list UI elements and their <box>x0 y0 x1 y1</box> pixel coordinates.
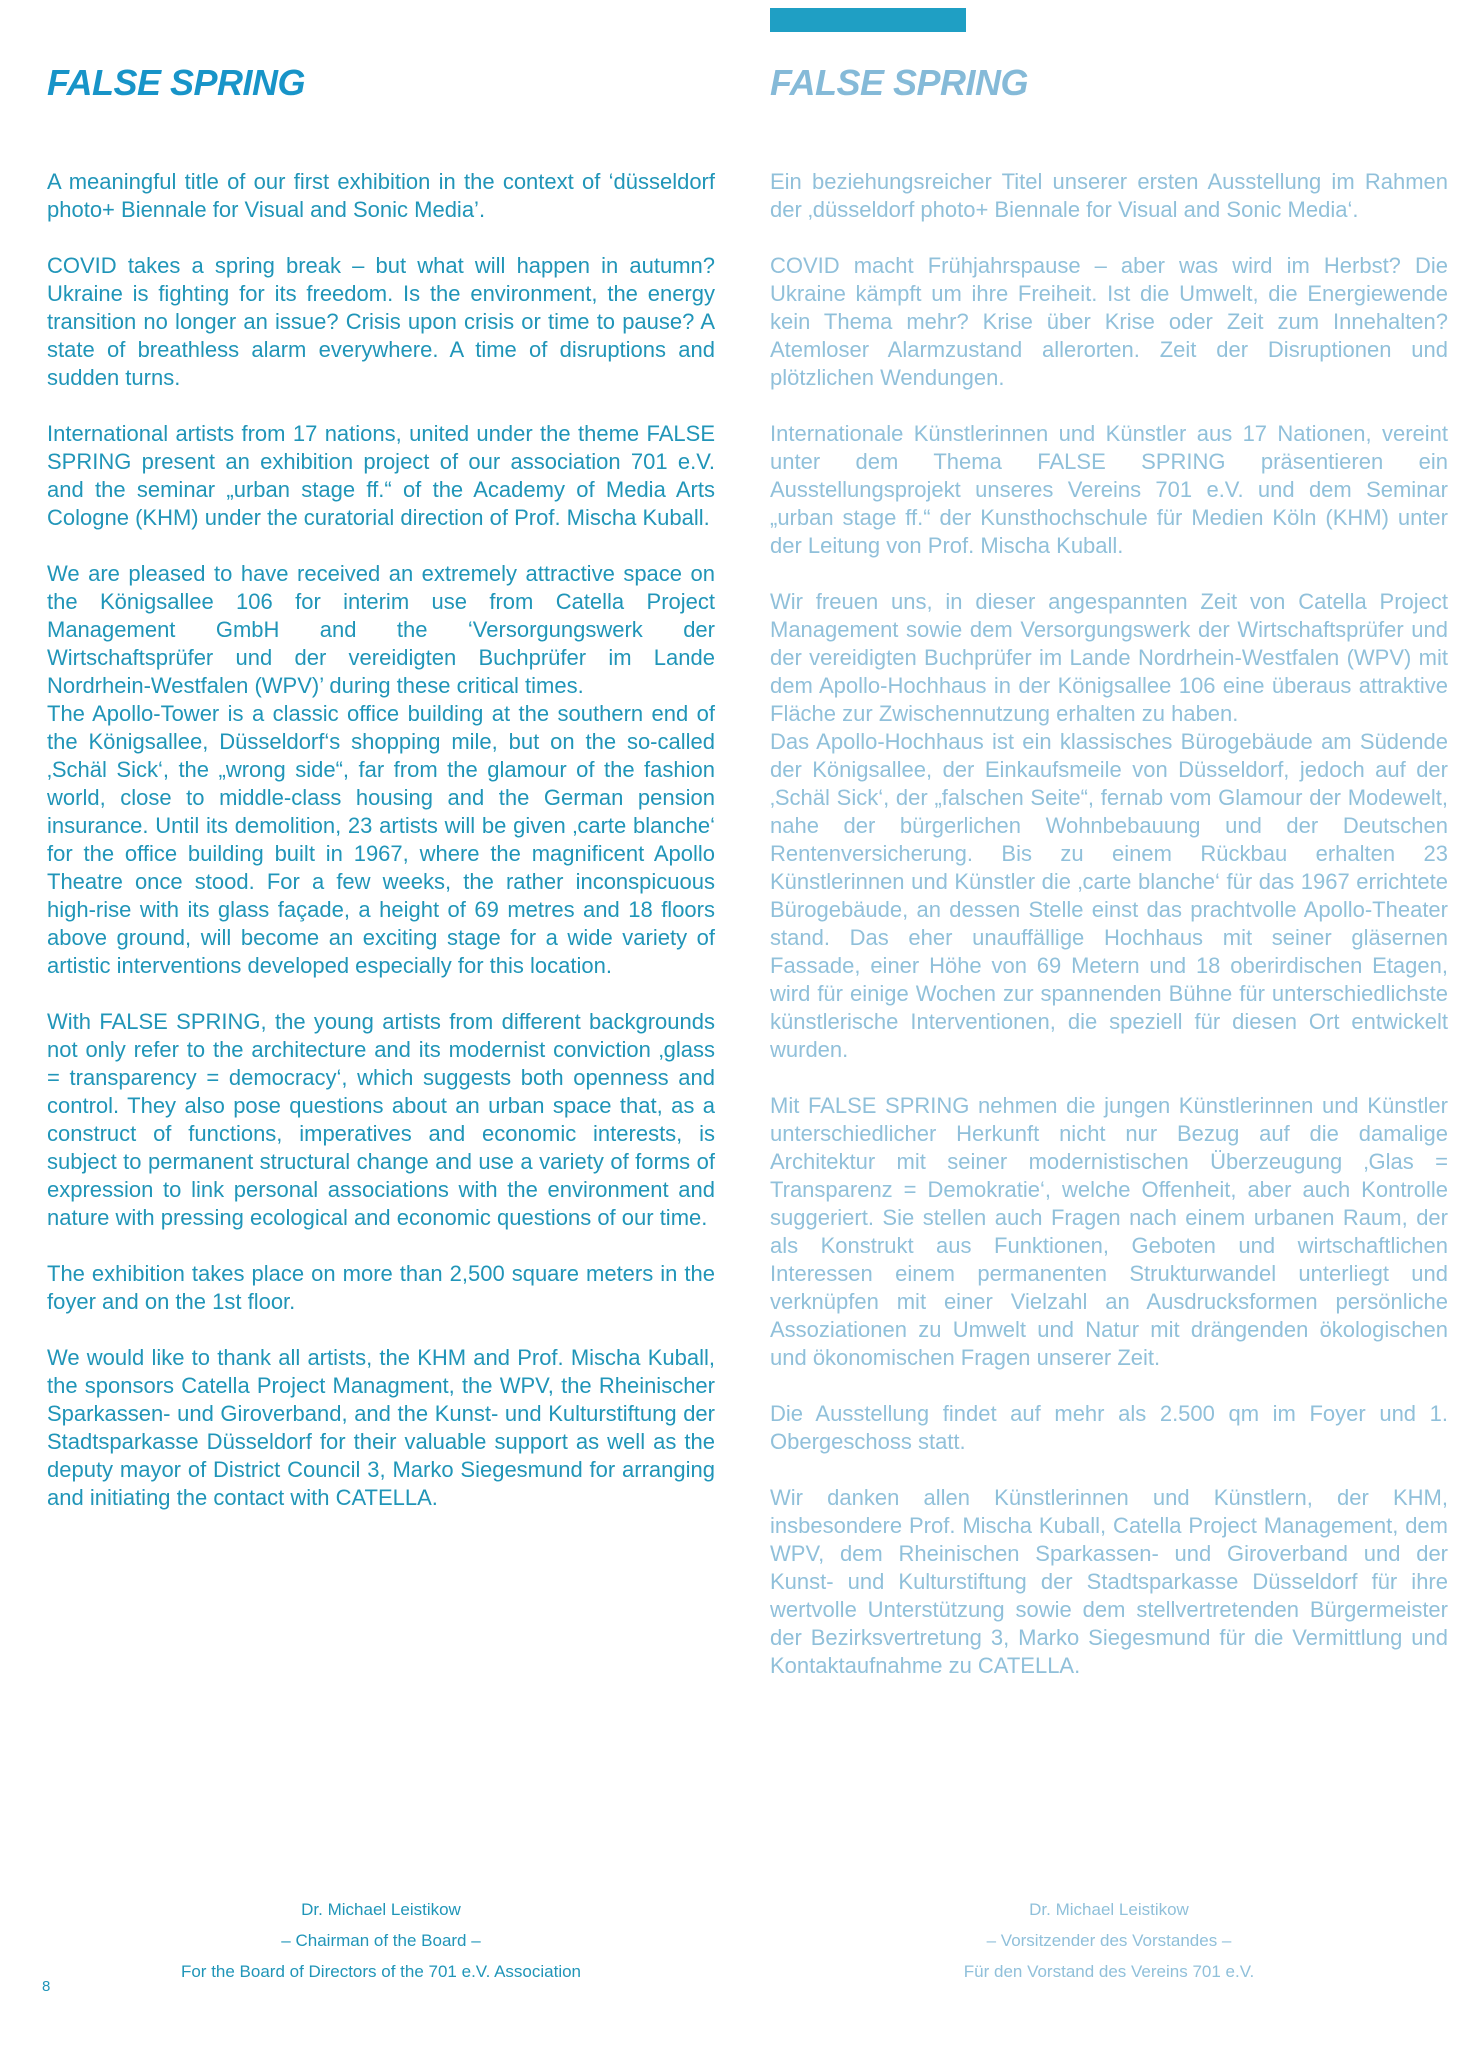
paragraph-german: Wir danken allen Künstlerinnen und Künstlern, der KHM, insbesondere Prof. Mischa Kuball, Catella Project Management, dem WPV, dem Rheinischen Sparkassen- und Giroverband und der Kunst- und Kulturstiftung der Stadtsparkasse Düsseldorf für ihre wertvolle Unterstützung sowie dem stellvertretenden Bürgermeister der Bezirksvertretung 3, Marko Siegesmund für die Vermittlung und Kontaktaufnahme zu CATELLA. <box>770 1485 1448 1678</box>
paragraph-german: Wir freuen uns, in dieser angespannten Zeit von Catella Project Management sowie dem Versorgungswerk der Wirtschaftsprüfer und der vereidigten Buchprüfer im Lande Nordrhein-Westfalen (WPV) mit dem Apollo-Hochhaus in der Königsallee 106 eine überaus attraktive Fläche zur Zwischennutzung erhalten zu haben. <box>770 589 1448 726</box>
body-column-english <box>47 168 715 1512</box>
signature-line-german: – Vorsitzender des Vorstandes – <box>986 1931 1232 1950</box>
signature-line-english: For the Board of Directors of the 701 e.V. Association <box>180 1962 582 1981</box>
signature-line-english: Dr. Michael Leistikow <box>301 1900 461 1919</box>
signature-block-german <box>770 1894 1448 1987</box>
signature-line-english: – Chairman of the Board – <box>281 1931 481 1950</box>
paragraph-english: The exhibition takes place on more than 2,500 square meters in the foyer and on the 1st floor. <box>47 1261 715 1314</box>
header-accent-bar <box>770 8 966 32</box>
signature-block-english <box>47 1894 715 1987</box>
paragraph-german: Internationale Künstlerinnen und Künstler aus 17 Nationen, vereint unter dem Thema FALSE SPRING präsentieren ein Ausstellungsprojekt unseres Vereins 701 e.V. und dem Seminar „urban stage ff.“ der Kunsthochschule für Medien Köln (KHM) unter der Leitung von Prof. Mischa Kuball. <box>770 421 1448 558</box>
paragraph-english: International artists from 17 nations, united under the theme FALSE SPRING present an exhibition project of our association 701 e.V. and the seminar „urban stage ff.“ of the Academy of Media Arts Cologne (KHM) under the curatorial direction of Prof. Mischa Kuball. <box>47 421 715 530</box>
page-title-english: FALSE SPRING <box>47 62 306 103</box>
signature-line-german: Für den Vorstand des Vereins 701 e.V. <box>963 1962 1255 1981</box>
paragraph-german: COVID macht Frühjahrspause – aber was wird im Herbst? Die Ukraine kämpft um ihre Freiheit. Ist die Umwelt, die Energiewende kein Thema mehr? Krise über Krise oder Zeit zum Innehalten? Atemloser Alarmzustand allerorten. Zeit der Disruptionen und plötzlichen Wendungen. <box>770 253 1448 390</box>
signature-line-german: Dr. Michael Leistikow <box>1029 1900 1189 1919</box>
paragraph-english: With FALSE SPRING, the young artists from different backgrounds not only refer to the architecture and its modernist conviction ‚glass = transparency = democracy‘, which suggests both openness and control. They also pose questions about an urban space that, as a construct of functions, imperatives and economic interests, is subject to permanent structural change and use a variety of forms of expression to link personal associations with the environment and nature with pressing ecological and economic questions of our time. <box>47 1009 715 1230</box>
paragraph-german: Mit FALSE SPRING nehmen die jungen Künstlerinnen und Künstler unterschiedlicher Herkunft nicht nur Bezug auf die damalige Architektur mit seiner modernistischen Überzeugung ‚Glas = Transparenz = Demokratie‘, welche Offenheit, aber auch Kontrolle suggeriert. Sie stellen auch Fragen nach einem urbanen Raum, der als Konstrukt aus Funktionen, Geboten und wirtschaftlichen Interessen einem permanenten Strukturwandel unterliegt und verknüpfen mit einer Vielzahl an Ausdrucksformen persönliche Assoziationen zu Umwelt und Natur mit drängenden ökologischen und ökonomischen Fragen unserer Zeit. <box>770 1093 1448 1370</box>
paragraph-english: A meaningful title of our first exhibition in the context of ‘düsseldorf photo+ Biennale for Visual and Sonic Media’. <box>47 169 715 222</box>
paragraph-german: Das Apollo-Hochhaus ist ein klassisches Bürogebäude am Südende der Königsallee, der Einkaufsmeile von Düsseldorf, jedoch auf der ‚Schäl Sick‘, der „falschen Seite“, fernab vom Glamour der Modewelt, nahe der bürgerlichen Wohnbebauung und der Deutschen Rentenversicherung. Bis zu einem Rückbau erhalten 23 Künstlerinnen und Künstler die ‚carte blanche‘ für das 1967 errichtete Bürogebäude, an dessen Stelle einst das prachtvolle Apollo-Theater stand. Das eher unauffällige Hochhaus mit seiner gläsernen Fassade, einer Höhe von 69 Metern und 18 oberirdischen Etagen, wird für einige Wochen zur spannenden Bühne für unterschiedlichste künstlerische Interventionen, die speziell für diesen Ort entwickelt wurden. <box>770 729 1448 1062</box>
body-column-german <box>770 168 1448 1680</box>
paragraph-german: Ein beziehungsreicher Titel unserer ersten Ausstellung im Rahmen der ‚düsseldorf photo+ Biennale for Visual and Sonic Media‘. <box>770 169 1448 222</box>
page-title-german: FALSE SPRING <box>770 62 1029 103</box>
paragraph-english: We are pleased to have received an extremely attractive space on the Königsallee 106 for interim use from Catella Project Management GmbH and the ‘Versorgungswerk der Wirtschaftsprüfer und der vereidigten Buchprüfer im Lande Nordrhein-Westfalen (WPV)’ during these critical times. <box>47 561 715 698</box>
paragraph-english: We would like to thank all artists, the KHM and Prof. Mischa Kuball, the sponsors Catella Project Managment, the WPV, the Rheinischer Sparkassen- und Giroverband, and the Kunst- und Kulturstiftung der Stadtsparkasse Düsseldorf for their valuable support as well as the deputy mayor of District Council 3, Marko Siegesmund for arranging and initiating the contact with CATELLA. <box>47 1345 715 1510</box>
paragraph-english: The Apollo-Tower is a classic office building at the southern end of the Königsallee, Düsseldorf‘s shopping mile, but on the so-called ‚Schäl Sick‘, the „wrong side“, far from the glamour of the fashion world, close to middle-class housing and the German pension insurance. Until its demolition, 23 artists will be given ‚carte blanche‘ for the office building built in 1967, where the magnificent Apollo Theatre once stood. For a few weeks, the rather inconspicuous high-rise with its glass façade, a height of 69 metres and 18 floors above ground, will become an exciting stage for a wide variety of artistic interventions developed especially for this location. <box>47 701 715 978</box>
paragraph-german: Die Ausstellung findet auf mehr als 2.500 qm im Foyer und 1. Obergeschoss statt. <box>770 1401 1448 1454</box>
page-number: 8 <box>42 1978 51 1995</box>
paragraph-english: COVID takes a spring break – but what will happen in autumn? Ukraine is fighting for its freedom. Is the environment, the energy transition no longer an issue? Crisis upon crisis or time to pause? A state of breathless alarm everywhere. A time of disruptions and sudden turns. <box>47 253 715 390</box>
